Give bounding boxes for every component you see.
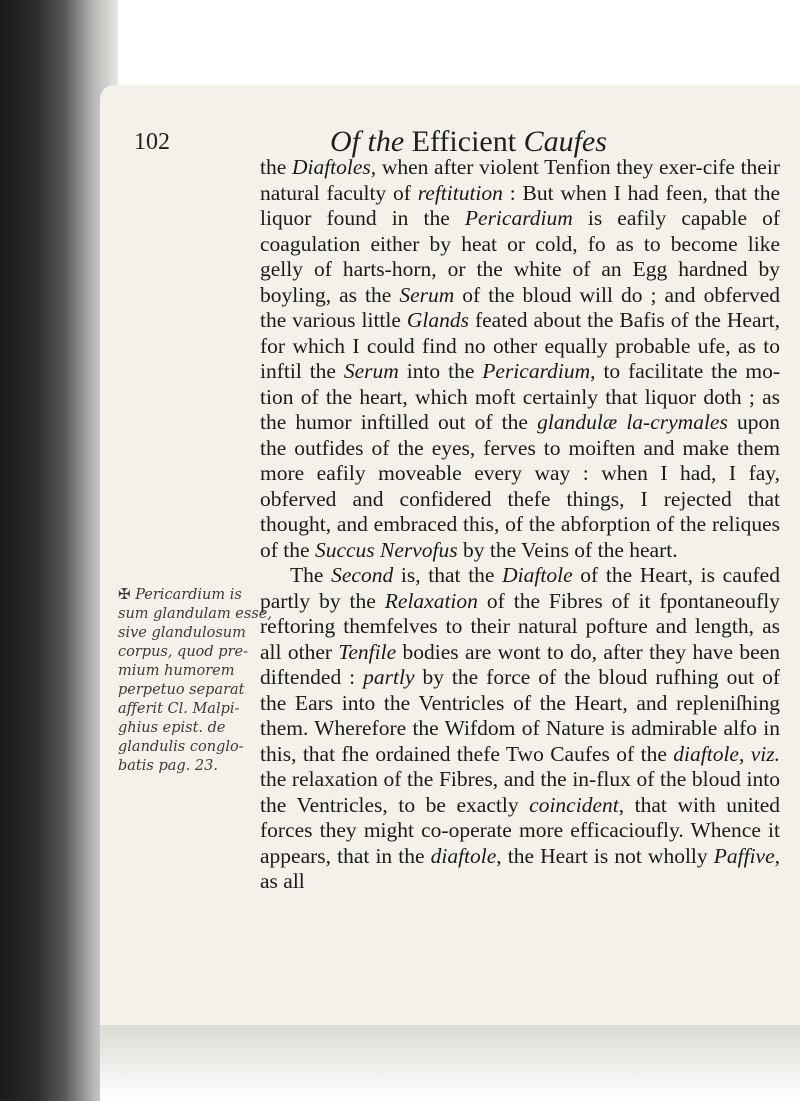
text-run: is, that the — [393, 563, 503, 587]
text-run: , — [738, 741, 751, 766]
book-page — [100, 85, 800, 1025]
italic-run: Diaftoles — [291, 155, 371, 179]
running-head-middle: Efficient — [411, 125, 517, 158]
italic-run: glandulæ la-crymales — [537, 410, 728, 434]
note-line: corpus, quod pre- — [118, 644, 248, 660]
note-line: ghius epist. de — [118, 720, 226, 736]
italic-run: Pericardium — [464, 206, 573, 230]
note-line: sum glandulam esse, — [118, 606, 272, 622]
text-run: is eafily capable of coagulation either by heat or cold, fo as to become like gelly of harts-horn, or the white of an Egg hardned by boyling, as the — [260, 206, 780, 307]
note-line: glandulis conglo- — [118, 739, 244, 755]
running-head-suffix: Caufes — [523, 125, 607, 158]
italic-run: Tenfile — [338, 639, 397, 664]
text-run: upon the outfides of the eyes, ferves to moiften and make them more eafily moveable every way : when I had, I fay, obferved and confidered thefe things, I rejected that thought, and embraced this, of the abforption of the reliques of the — [260, 410, 780, 562]
text-run: : But when I had feen, that the liquor found in the — [260, 180, 780, 230]
note-line: Pericardium is — [135, 587, 242, 603]
italic-run: Serum — [343, 359, 399, 383]
italic-run: diaftole — [430, 843, 497, 868]
note-line: batis pag. 23. — [118, 758, 218, 774]
text-run: of the Heart, is caufed partly by the — [260, 563, 780, 613]
italic-run: Glands — [406, 308, 469, 332]
text-run: by the Veins of the heart. — [457, 537, 678, 562]
italic-run: Diaftole — [502, 563, 573, 587]
italic-run: viz. — [750, 741, 781, 766]
italic-run: partly — [363, 665, 415, 689]
italic-run: diaftole — [673, 741, 739, 766]
text-run: bodies are wont to do, after they have been diftended : — [260, 639, 780, 689]
note-line: mium humorem — [118, 663, 235, 679]
running-head-prefix: Of the — [330, 125, 405, 158]
italic-run: Paffive — [713, 843, 775, 868]
cross-mark-icon: ✠ — [118, 585, 131, 603]
italic-run: Pericardium — [482, 359, 591, 383]
text-run: , that with united forces they might co-operate more efficacioufly. Whence it appears, that in the — [260, 792, 781, 868]
note-line: afferit Cl. Malpi- — [118, 701, 240, 717]
text-run: into the — [398, 359, 483, 383]
body-text — [260, 155, 780, 895]
text-run: the relaxation of the Fibres, and the in-flux of the bloud into the Ventricles, to be exactly — [260, 767, 780, 817]
handwritten-margin-note — [118, 585, 298, 776]
italic-run: Succus — [314, 537, 375, 562]
paragraph-2 — [260, 563, 780, 895]
italic-run: Second — [331, 563, 394, 587]
paragraph-1 — [260, 155, 780, 563]
text-run: of the Fibres of it fpontaneoufly reftoring themfelves to their natural pofture and length, as all other — [260, 588, 780, 664]
running-head — [330, 125, 607, 159]
text-run: by the force of the bloud rufhing out of the Ears into the Ventricles of the Heart, and repleniſhing them. Wherefore the Wifdom of Nature is admirable alfo in this, that fhe ordained thefe Two Caufes of the — [260, 665, 781, 766]
text-run: the — [260, 155, 292, 179]
italic-run: reftitution — [417, 180, 503, 205]
text-run: , as all — [260, 843, 780, 893]
text-run: feated about the Bafis of the Heart, for which I could find no other equally probable ufe, as to inftil the — [260, 308, 780, 383]
text-run: , the Heart is not wholly — [496, 843, 714, 868]
text-run: , when after violent Tenfion they exer-cife their natural faculty of — [260, 155, 780, 205]
italic-run: Relaxation — [384, 588, 478, 613]
note-line: perpetuo separat — [118, 682, 245, 698]
text-run: The — [290, 563, 332, 587]
italic-run: Nervofus — [380, 537, 458, 562]
text-run: of the bloud will do ; and obferved the various little — [260, 282, 780, 332]
italic-run: Serum — [399, 282, 455, 307]
text-run: , to facilitate the mo-tion of the heart, which moft certainly that liquor doth ; as the humor inftilled out of the — [260, 359, 780, 434]
note-line: sive glandulosum — [118, 625, 246, 641]
page-number: 102 — [134, 129, 170, 155]
italic-run: coincident — [529, 792, 619, 817]
